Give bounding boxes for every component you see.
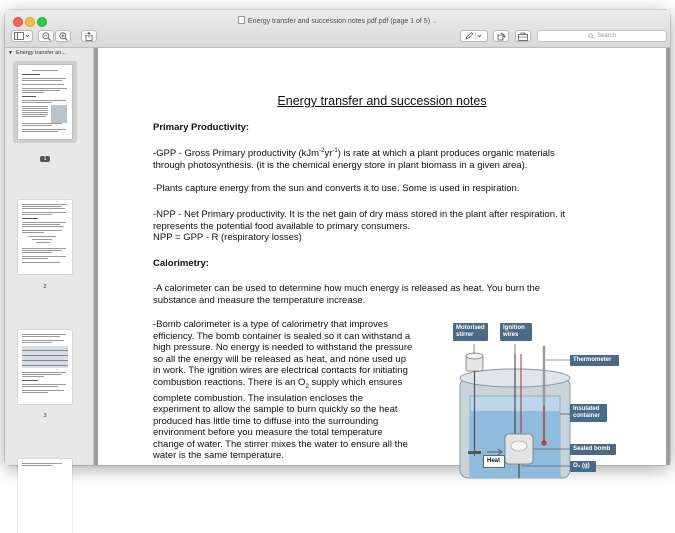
toolbox-button[interactable] [515,30,531,42]
sealed-bomb-label: Sealed bomb [570,444,616,455]
oxygen-label: O₂ (g) [570,461,596,472]
title-chevron-icon[interactable]: ⌄ [432,19,438,25]
page-thumbnail-1[interactable] [18,65,72,139]
bomb-calorimeter-diagram [443,316,633,476]
page-thumbnail-4[interactable] [18,459,72,533]
search-field[interactable] [537,30,667,42]
insulated-container-label: Insulated container [570,404,607,422]
search-placeholder: Search [596,33,616,39]
markup-button[interactable] [460,30,488,42]
rotate-icon [497,32,506,41]
pdf-page-1 [98,48,666,469]
share-icon [85,32,93,41]
search-icon [588,33,594,39]
page-thumbnail-2[interactable] [18,200,72,274]
share-button[interactable] [81,30,97,42]
bomb-calorimeter-paragraph: -Bomb calorimeter is a type of calorimetry that improves efficiency. The bomb container is sealed so it can withstand a high pressure. No energy is needed to withstand the pressure so all the energy will be released as heat, and none used up in work. The ignition wires are electrical contacts for initiating combustion reactions. There is an $O_2$ supply which ensures complete combustion. The insulation encloses the experiment to allow the sample to burn quickly so the heat produced has little time to diffuse into the surrounding environment before you measure the total temperature change of water. The stirrer mixes the water to ensure all the water is the same temperature. [153,319,413,462]
primary-productivity-heading: Primary Productivity: [153,122,250,133]
sidebar-heading[interactable] [8,50,66,56]
zoom-out-icon [42,32,51,41]
zoom-in-icon [59,32,68,41]
window-title-text: Energy transfer and succession notes pdf.pdf (page 1 of 5) [247,18,431,25]
gpp-paragraph: -GPP - Gross Primary productivity $(kJm^{-2}yr^{-1})$ is rate at which a plant produces organic materials through photosynthesis. (it is the chemical energy store in plant biomass in a given area). [153,148,555,171]
page-thumbnail-3[interactable] [18,330,72,404]
document-title: Energy transfer and succession notes [277,94,487,108]
plants-paragraph: -Plants capture energy from the sun and converts it to use. Some is used in respiration. [153,183,520,194]
sidebar-document-name: Energy transfer an... [16,50,66,56]
page-number-3: 3 [43,413,47,419]
page-number-1: 1 [40,156,50,162]
calorimetry-heading: Calorimetry: [153,258,209,269]
preview-window [5,10,670,469]
heat-label: Heat [483,455,505,468]
page-number-2: 2 [43,284,47,290]
thermometer-label: Thermometer [570,355,619,366]
motorised-stirrer-label: Motorised stirrer [453,323,488,341]
disclosure-triangle-icon[interactable]: ▼ [8,50,13,56]
sidebar-icon [14,32,30,40]
calorimeter-paragraph: -A calorimeter can be used to determine how much energy is released as heat. You burn the substance and measure the temperature increase. [153,283,541,306]
toolbox-icon [518,32,528,41]
pen-icon [465,32,483,40]
zoom-out-button[interactable] [38,30,54,42]
window-title [5,16,670,25]
title-bar [5,10,670,48]
thumbnail-sidebar [5,48,94,465]
sidebar-toggle-button[interactable] [11,30,33,42]
document-view[interactable] [94,48,670,469]
ignition-wires-label: Ignition wires [500,323,532,341]
rotate-button[interactable] [493,30,509,42]
zoom-in-button[interactable] [55,30,71,42]
pdf-document-icon [238,16,245,24]
npp-paragraph: -NPP - Net Primary productivity. It is the net gain of dry mass stored in the plant after respiration. it represents the potential food available to primary consumers. NPP = GPP - R (respiratory losses) [153,209,566,243]
